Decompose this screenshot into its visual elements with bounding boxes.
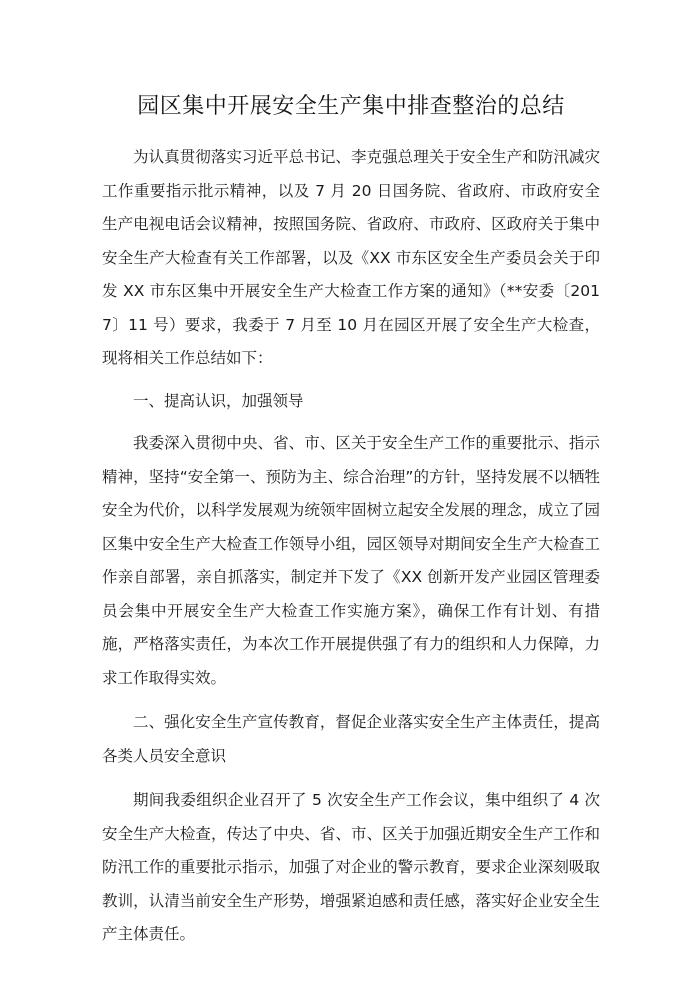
intro-paragraph: 为认真贯彻落实习近平总书记、李克强总理关于安全生产和防汛减灾工作重要指示批示精神，以及 7 月 20 日国务院、省政府、市政府安全生产电视电话会议精神，按照国务院、省政府、市政府、区政府关于集中安全生产大检查有关工作部署，以及《XX 市东区安全生产委员会关于印发 XX 市东区集中开展安全生产大检查工作方案的通知》（**安委〔2017〕11 号）要求，我委于 7 月至 10 月在园区开展了安全生产大检查，现将相关工作总结如下： (102, 148, 600, 367)
section-heading-2: 二、强化安全生产宣传教育，督促企业落实安全生产主体责任，提高各类人员安全意识 (102, 713, 600, 765)
spacer (102, 695, 600, 706)
section-heading-1: 一、提高认识，加强领导 (133, 391, 304, 410)
document-title: 园区集中开展安全生产集中排查整治的总结 (137, 94, 565, 119)
section-1-paragraph: 我委深入贯彻中央、省、市、区关于安全生产工作的重要批示、指示精神，坚持“安全第一、预防为主、综合治理”的方针，坚持发展不以牺牲安全为代价，以科学发展观为统领牢固树立起安全发展的理念，成立了园区集中安全生产大检查工作领导小组，园区领导对期间安全生产大检查工作亲自部署，亲自抓落实，制定并下发了《XX 创新开发产业园区管理委员会集中开展安全生产大检查工作实施方案》，确保工作有计划、有措施，严格落实责任，为本次工作开展提供强了有力的组织和人力保障，力求工作取得实效。 (102, 434, 600, 687)
spacer (102, 376, 600, 385)
section-2-paragraph: 期间我委组织企业召开了 5 次安全生产工作会议，集中组织了 4 次安全生产大检查，传达了中央、省、市、区关于加强近期安全生产工作和防汛工作的重要批示指示，加强了对企业的警示教育，要求企业深刻吸取教训，认清当前安全生产形势，增强紧迫感和责任感，落实好企业安全生产主体责任。 (102, 791, 600, 943)
spacer (102, 418, 600, 427)
spacer (102, 773, 600, 784)
